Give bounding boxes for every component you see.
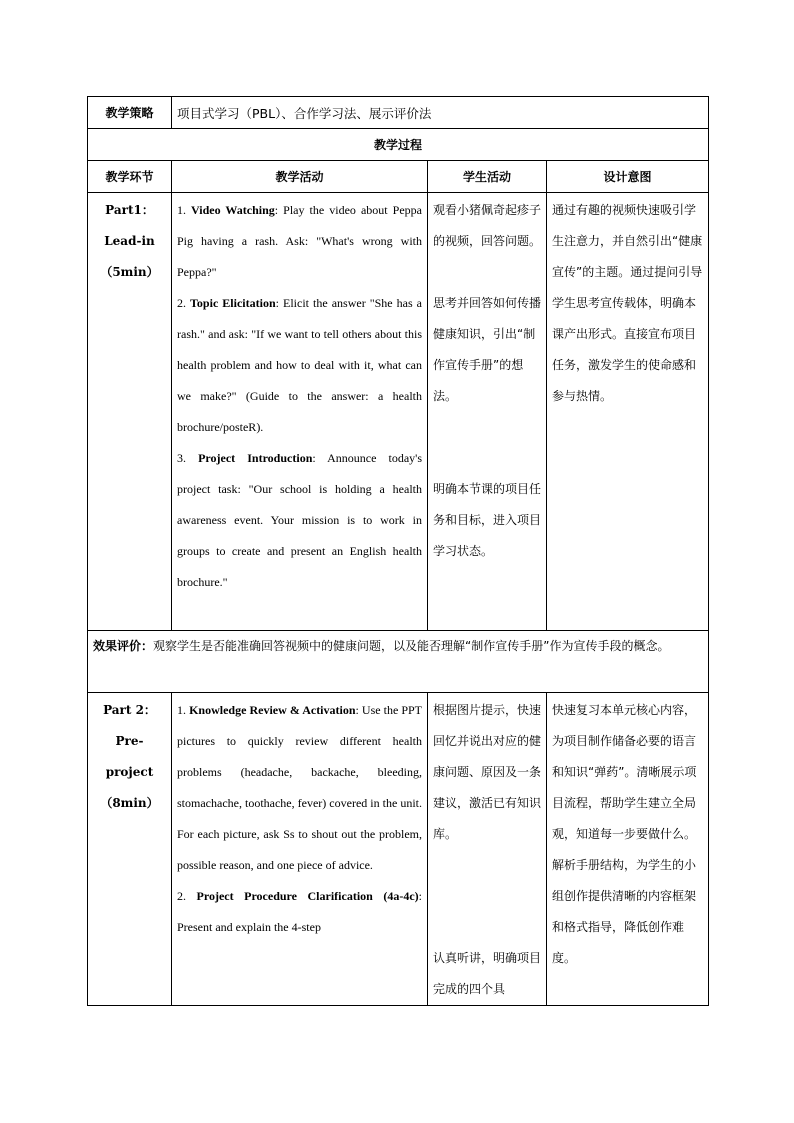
lesson-plan-table: [87, 96, 709, 1006]
part2-design-purpose: 快速复习本单元核心内容，为项目制作储备必要的语言和知识“弹药”。清晰展示项目流程，帮助学生建立全局观，知道每一步要做什么。解析手册结构，为学生的小组创作提供清晰的内容框架和格式指导，降低创作难度。: [547, 693, 709, 1006]
part2-student-1: 根据图片提示，快速回忆并说出对应的健康问题、原因及一条建议，激活已有知识库。: [433, 703, 542, 841]
evaluation-label: 效果评价：: [93, 639, 154, 653]
part1-design-purpose: 通过有趣的视频快速吸引学生注意力，并自然引出“健康宣传”的主题。通过提问引导学生思考宣传载体，明确本课产出形式。直接宣布项目任务，激发学生的使命感和参与热情。: [547, 193, 709, 631]
part1-stage-cell: [88, 193, 172, 631]
process-title: 教学过程: [88, 129, 709, 161]
evaluation-row: [88, 631, 709, 693]
part2-activity-1: 1. Knowledge Review & Activation: Use the PPT pictures to quickly review different health problems (headache, backache, bleeding, stomachache, toothache, fever) covered in the unit. For each picture, ask Ss to shout out the problem, possible reason, and one piece of advice.: [177, 703, 423, 872]
part2-student-activities: [428, 693, 547, 1006]
part1-student-2: 思考并回答如何传播健康知识，引出“制作宣传手册”的想法。: [433, 296, 542, 403]
header-teacher-activity: 教学活动: [172, 161, 428, 193]
evaluation-cell: [88, 631, 709, 693]
process-title-row: [88, 129, 709, 161]
part1-activity-2: 2. Topic Elicitation: Elicit the answer "She has a rash." and ask: "If we want to tell others about this health problem and how to deal with it, what can we make?" (Guide to the answer: a health brochure/posteR).: [177, 296, 422, 434]
part1-student-activities: [428, 193, 547, 631]
part1-activity-1: 1. Video Watching: Play the video about Peppa Pig having a rash. Ask: "What's wrong with Peppa?": [177, 203, 422, 279]
part1-phase: Lead-in: [104, 234, 155, 248]
part1-row: [88, 193, 709, 631]
part1-teacher-activities: [172, 193, 428, 631]
part1-student-1: 观看小猪佩奇起疹子的视频，回答问题。: [433, 203, 542, 248]
part1-student-3: 明确本节课的项目任务和目标，进入项目学习状态。: [433, 482, 542, 558]
part2-activity-2: 2. Project Procedure Clarification (4a-4c): Present and explain the 4-step: [177, 889, 422, 934]
part2-teacher-activities: [172, 693, 428, 1006]
evaluation-text: 观察学生是否能准确回答视频中的健康问题，以及能否理解“制作宣传手册”作为宣传手段的概念。: [153, 639, 670, 653]
header-student-activity: 学生活动: [428, 161, 547, 193]
part1-name: Part1：: [105, 203, 154, 217]
header-stage: 教学环节: [88, 161, 172, 193]
part2-row: [88, 693, 709, 1006]
part2-stage-cell: [88, 693, 172, 1006]
part1-time: （5min）: [100, 265, 159, 279]
part2-phase: Pre-project: [105, 734, 154, 779]
part2-student-2: 认真听讲，明确项目完成的四个具: [433, 951, 542, 996]
part2-name: Part 2：: [103, 703, 156, 717]
part2-time: （8min）: [100, 796, 159, 810]
strategy-value: 项目式学习（PBL）、合作学习法、展示评价法: [172, 97, 709, 129]
strategy-row: [88, 97, 709, 129]
strategy-label: 教学策略: [88, 97, 172, 129]
part1-activity-3: 3. Project Introduction: Announce today's project task: "Our school is holding a health awareness event. Your mission is to work in groups to create and present an English health brochure.": [177, 451, 423, 589]
header-design-purpose: 设计意图: [547, 161, 709, 193]
column-header-row: [88, 161, 709, 193]
